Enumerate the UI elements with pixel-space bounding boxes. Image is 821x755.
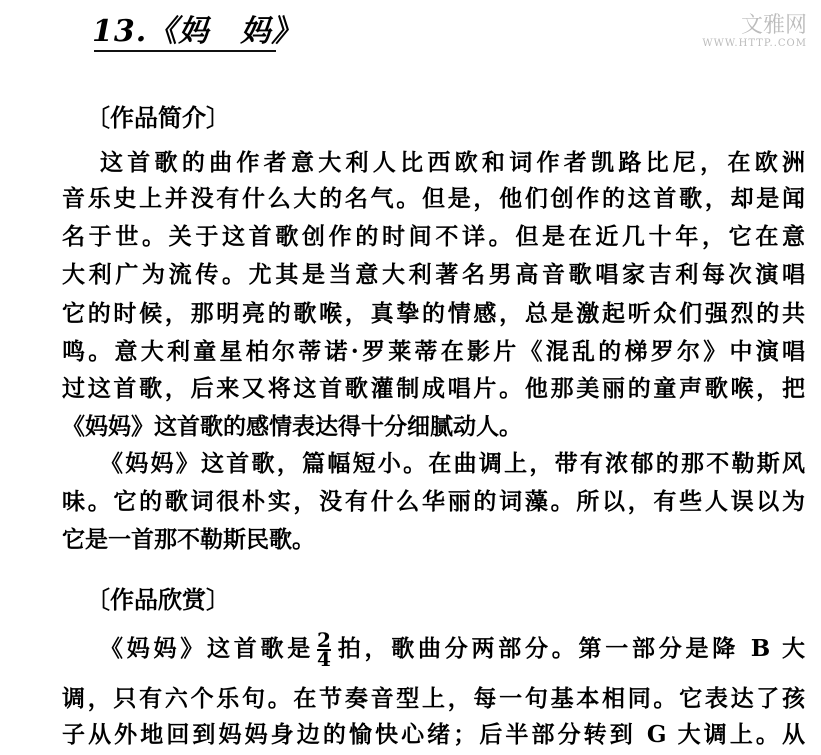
watermark-url: WWW.HTTP..COM: [702, 38, 807, 49]
text-line: 音乐史上并没有什么大的名气。但是，他们创作的这首歌，却是闻: [62, 185, 805, 212]
watermark-text: 文雅网: [740, 13, 807, 38]
text-line: 这首歌的曲作者意大利人比西欧和词作者凯路比尼，在欧洲: [100, 149, 805, 176]
text-line: 《妈妈》这首歌的感情表达得十分细腻动人。: [62, 413, 522, 440]
section-heading-appreciation: 〔作品欣赏〕: [86, 585, 230, 614]
article-title: 13.《妈 妈》: [92, 14, 303, 49]
title-underline: [94, 50, 276, 52]
watermark: [702, 14, 807, 50]
text-line-with-time-signature: [100, 628, 805, 671]
text-line: 味。它的歌词很朴实，没有什么华丽的词藻。所以，有些人误以为: [62, 488, 805, 515]
text-line: 调，只有六个乐句。在节奏音型上，每一句基本相同。它表达了孩: [62, 685, 805, 712]
text-line: 过这首歌，后来又将这首歌灌制成唱片。他那美丽的童声歌喉，把: [62, 375, 805, 402]
time-signature-bottom: 4: [317, 647, 331, 671]
text-line: 它的时候，那明亮的歌喉，真挚的情感，总是激起听众们强烈的共: [62, 300, 805, 327]
text-line: 大利广为流传。尤其是当意大利著名男高音歌唱家吉利每次演唱: [62, 261, 805, 288]
time-signature: [317, 628, 331, 671]
text-line: 鸣。意大利童星柏尔蒂诺·罗莱蒂在影片《混乱的梯罗尔》中演唱: [62, 338, 805, 365]
text-line: 它是一首那不勒斯民歌。: [62, 526, 315, 553]
text-line: 《妈妈》这首歌，篇幅短小。在曲调上，带有浓郁的那不勒斯风: [100, 450, 805, 477]
time-signature-top: 2: [317, 628, 331, 652]
text-line: 子从外地回到妈妈身边的愉快心绪；后半部分转到 G 大调上。从: [62, 721, 805, 748]
section-heading-intro: 〔作品简介〕: [86, 103, 230, 132]
text-line: 名于世。关于这首歌创作的时间不详。但是在近几十年，它在意: [62, 223, 805, 250]
text-segment: 《妈妈》这首歌是: [100, 635, 315, 662]
text-segment: 拍，歌曲分两部分。第一部分是降 B 大: [333, 635, 805, 662]
